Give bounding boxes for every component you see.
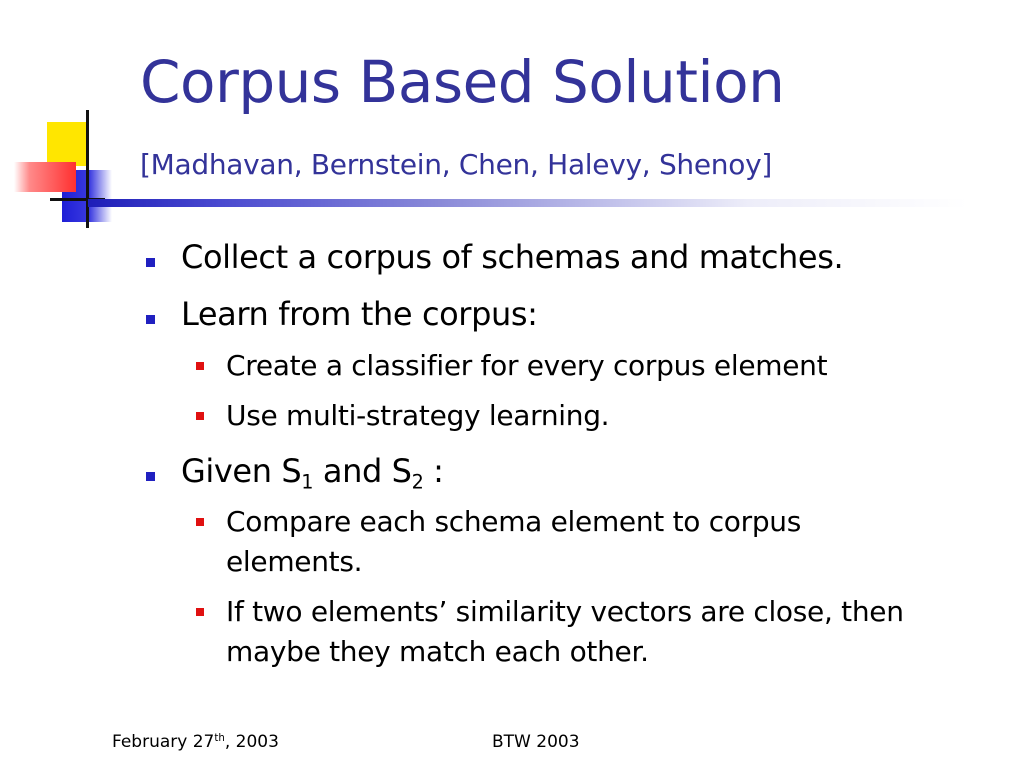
line-2: elements. [226, 545, 363, 578]
bullet-text [226, 592, 976, 672]
slide-title: Corpus Based Solution [140, 48, 785, 116]
line-1: If two elements’ similarity vectors are close, then [226, 595, 904, 628]
slide-subtitle: [Madhavan, Bernstein, Chen, Halevy, Shenoy] [140, 148, 772, 181]
title-underline-rule [88, 199, 968, 207]
bullet-text: Create a classifier for every corpus element [226, 349, 828, 382]
bullet-text: Learn from the corpus: [181, 295, 538, 333]
vertical-line [86, 110, 89, 228]
footer-date [112, 732, 279, 752]
footer-event: BTW 2003 [492, 732, 580, 752]
given-suffix: : [423, 452, 444, 490]
bullet-text [181, 452, 444, 494]
given-prefix: Given S [181, 452, 302, 490]
date-prefix: February 27 [112, 732, 215, 752]
bullet-text [226, 502, 976, 582]
date-suffix: , 2003 [224, 732, 279, 752]
line-1: Compare each schema element to corpus [226, 505, 802, 538]
red-gradient-bar [14, 162, 76, 192]
bullet-text: Collect a corpus of schemas and matches. [181, 238, 844, 276]
date-superscript: th [214, 732, 225, 744]
yellow-square [47, 122, 89, 166]
line-2: maybe they match each other. [226, 635, 649, 668]
subscript-1: 1 [301, 470, 314, 494]
bullet-text: Use multi-strategy learning. [226, 399, 610, 432]
given-mid: and S [313, 452, 412, 490]
subscript-2: 2 [411, 470, 424, 494]
